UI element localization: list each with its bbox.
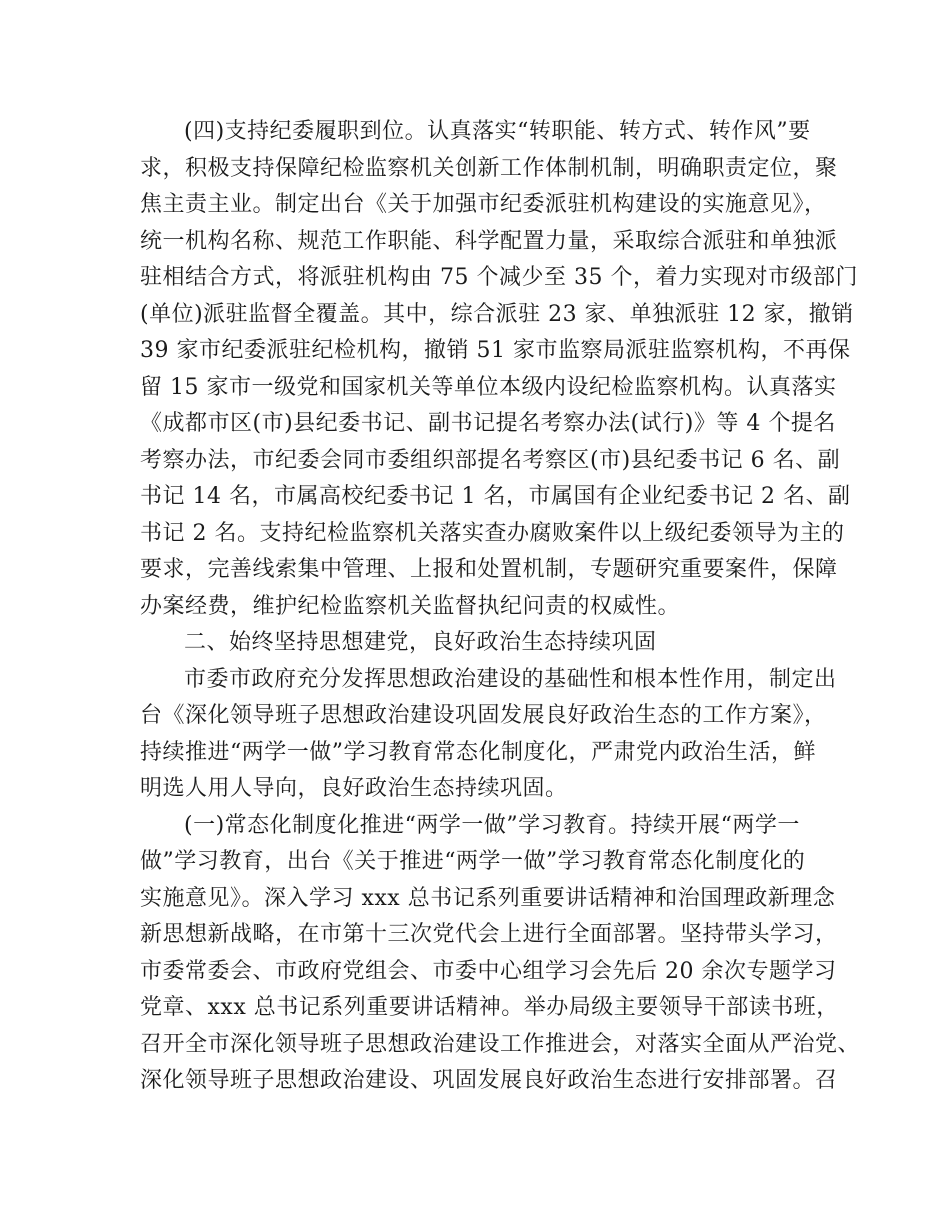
text-line: 深化领导班子思想政治建设、巩固发展良好政治生态进行安排部署。召 <box>140 1068 838 1093</box>
text-line: 39 家市纪委派驻纪检机构，撤销 51 家市监察局派驻监察机构，不再保 <box>140 338 851 363</box>
text-line: 市委常委会、市政府党组会、市委中心组学习会先后 20 余次专题学习 <box>140 958 837 984</box>
text-line: 办案经费，维护纪检监察机关监督执纪问责的权威性。 <box>140 593 681 619</box>
text-line: 书记 2 名。支持纪检监察机关落实查办腐败案件以上级纪委领导为主的 <box>140 520 845 546</box>
text-line: 考察办法，市纪委会同市委组织部提名考察区(市)县纪委书记 6 名、副 <box>140 447 841 473</box>
text-line: 市委市政府充分发挥思想政治建设的基础性和根本性作用，制定出 <box>184 666 837 692</box>
text-line: 留 15 家市一级党和国家机关等单位本级内设纪检监察机构。认真落实 <box>140 374 837 400</box>
text-line: 统一机构名称、规范工作职能、科学配置力量，采取综合派驻和单独派 <box>140 228 838 254</box>
text-line: 书记 14 名，市属高校纪委书记 1 名，市属国有企业纪委书记 2 名、副 <box>140 484 851 509</box>
text-line: 持续推进“两学一做”学习教育常态化制度化，严肃党内政治生活，鲜 <box>140 739 816 765</box>
document-page <box>140 114 861 1100</box>
text-line: 驻相结合方式，将派驻机构由 75 个减少至 35 个，着力实现对市级部门 <box>140 265 858 290</box>
text-line: 《成都市区(市)县纪委书记、副书记提名考察办法(试行)》等 4 个提名 <box>140 411 836 436</box>
text-line: 召开全市深化领导班子思想政治建设工作推进会，对落实全面从严治党、 <box>140 1031 861 1057</box>
text-line: 焦主责主业。制定出台《关于加强市纪委派驻机构建设的实施意见》， <box>140 192 827 217</box>
text-line: (一)常态化制度化推进“两学一做”学习教育。持续开展“两学一 <box>184 812 800 838</box>
text-line: 新思想新战略，在市第十三次党代会上进行全面部署。坚持带头学习， <box>140 922 838 947</box>
text-line: 求，积极支持保障纪检监察机关创新工作体制机制，明确职责定位，聚 <box>140 155 838 181</box>
text-line: (四)支持纪委履职到位。认真落实“转职能、转方式、转作风”要 <box>184 119 811 144</box>
text-line: 实施意见》。深入学习 xxx 总书记系列重要讲话精神和治国理政新理念 <box>140 885 836 911</box>
text-line: 二、始终坚持思想建党，良好政治生态持续巩固 <box>184 630 657 655</box>
text-line: (单位)派驻监督全覆盖。其中，综合派驻 23 家、单独派驻 12 家，撤销 <box>140 301 854 327</box>
text-line: 明选人用人导向，良好政治生态持续巩固。 <box>140 776 568 801</box>
text-line: 要求，完善线索集中管理、上报和处置机制，专题研究重要案件，保障 <box>140 557 838 582</box>
text-line: 党章、xxx 总书记系列重要讲话精神。举办局级主要领导干部读书班， <box>140 995 839 1020</box>
text-line: 做”学习教育，出台《关于推进“两学一做”学习教育常态化制度化的 <box>140 849 806 874</box>
text-line: 台《深化领导班子思想政治建设巩固发展良好政治生态的工作方案》， <box>140 703 827 728</box>
